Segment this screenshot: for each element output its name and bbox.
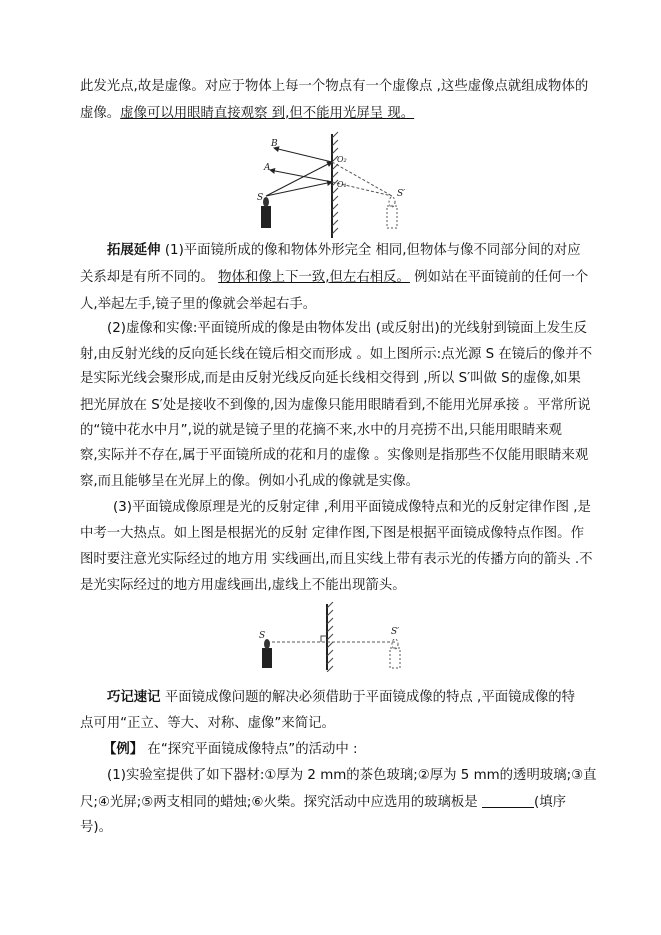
underlined-text: 虚像可以用眼睛直接观察 到,但不能用光屏呈 现。 [120, 106, 415, 121]
text-line-17 [107, 688, 575, 708]
text-line-8: 是实际光线会聚形成,而是由反射光线反向延长线相交得到 ,所以 S′叫做 S的虚像,如果 [80, 371, 581, 386]
section-label-extension: 拓展延伸 [107, 243, 161, 258]
text-line-6: (2)虚像和实像:平面镜所成的像是由物体发出 (或反射出)的光线射到镜面上发生反 [107, 321, 588, 336]
label-S-prime: S′ [397, 189, 406, 199]
text-line-11: 察,实际并不存在,属于平面镜所成的花和月的虚像 。实像则是指那些不仅能用眼睛来观 [80, 448, 589, 463]
mirror-image-diagram [255, 602, 415, 672]
text-segment: (1)平面镜所成的像和物体外形完全 相同,但物体与像不同部分间的对应 [160, 243, 581, 258]
text-segment: (填序 [533, 795, 566, 810]
text-segment: 平面镜成像问题的解决必须借助于平面镜成像的特点 ,平面镜成像的特 [160, 690, 576, 705]
label-A: A [264, 163, 271, 173]
text-line-2 [80, 104, 414, 124]
text-segment: 在“探究平面镜成像特点”的活动中 : [143, 742, 358, 757]
text-line-7: 射,由反射光线的反向延长线在镜后相交而形成 。如上图所示:点光源 S 在镜后的像并不 [80, 347, 593, 362]
text-line-1: 此发光点,故是虚像。对应于物体上每一个物点有一个虚像点 ,这些虚像点就组成物体的 [80, 79, 589, 94]
text-line-13: (3)平面镜成像原理是光的反射定律 ,利用平面镜成像特点和光的反射定律作图 ,是 [113, 500, 591, 515]
text-line-21 [80, 793, 566, 813]
text-segment: 尺;④光屏;⑤两支相同的蜡烛;⑥火柴。探究活动中应选用的玻璃板是 [80, 795, 482, 810]
text-line-14: 中考一大热点。如上图是根据光的反射 定律作图,下图是根据平面镜成像特点作图。作 [80, 526, 584, 541]
text-line-22: 号)。 [80, 820, 113, 835]
text-line-20: (1)实验室提供了如下器材:①厚为 2 mm的茶色玻璃;②厚为 5 mm的透明玻璃;③直 [107, 768, 597, 783]
text-line-10: 的“镜中花水中月”,说的就是镜子里的花摘不来,水中的月亮捞不出,只能用眼睛来观 [80, 423, 562, 438]
text-line-18: 点可用“正立、等大、对称、虚像”来简记。 [80, 716, 335, 731]
text-segment: 例如站在平面镜前的任何一个 [409, 270, 589, 285]
underlined-text: 物体和像上下一致,但左右相反。 [218, 270, 410, 285]
label-O2: O₂ [337, 155, 347, 164]
text-line-3 [107, 241, 581, 261]
text-segment: 关系却是有所不同的。 [80, 270, 219, 285]
text-line-19 [103, 740, 358, 760]
text-line-9: 把光屏放在 S′处是接收不到像的,因为虚像只能用眼睛看到,不能用光屏承接 。平常所说 [80, 398, 591, 413]
example-label: 【例】 [103, 742, 144, 757]
text-line-15: 图时要注意光实际经过的地方用 实线画出,而且实线上带有表示光的传播方向的箭头 .不 [80, 552, 593, 567]
label-O1: O₁ [337, 180, 347, 189]
text-line-4 [80, 268, 588, 288]
text-line-5: 人,举起左手,镜子里的像就会举起右手。 [80, 297, 317, 312]
label-S: S [259, 631, 266, 641]
answer-blank[interactable] [482, 793, 534, 808]
text-line-12: 察,而且能够呈在光屏上的像。例如小孔成的像就是实像。 [80, 474, 420, 489]
label-S-prime: S′ [391, 627, 400, 637]
label-B: B [271, 139, 278, 149]
label-S: S [257, 193, 264, 203]
text-line-16: 是光实际经过的地方用虚线画出,虚线上不能出现箭头。 [80, 578, 406, 593]
section-label-memory: 巧记速记 [107, 690, 161, 705]
mirror-reflection-diagram [252, 130, 452, 242]
text-segment: 虚像。 [80, 106, 121, 121]
